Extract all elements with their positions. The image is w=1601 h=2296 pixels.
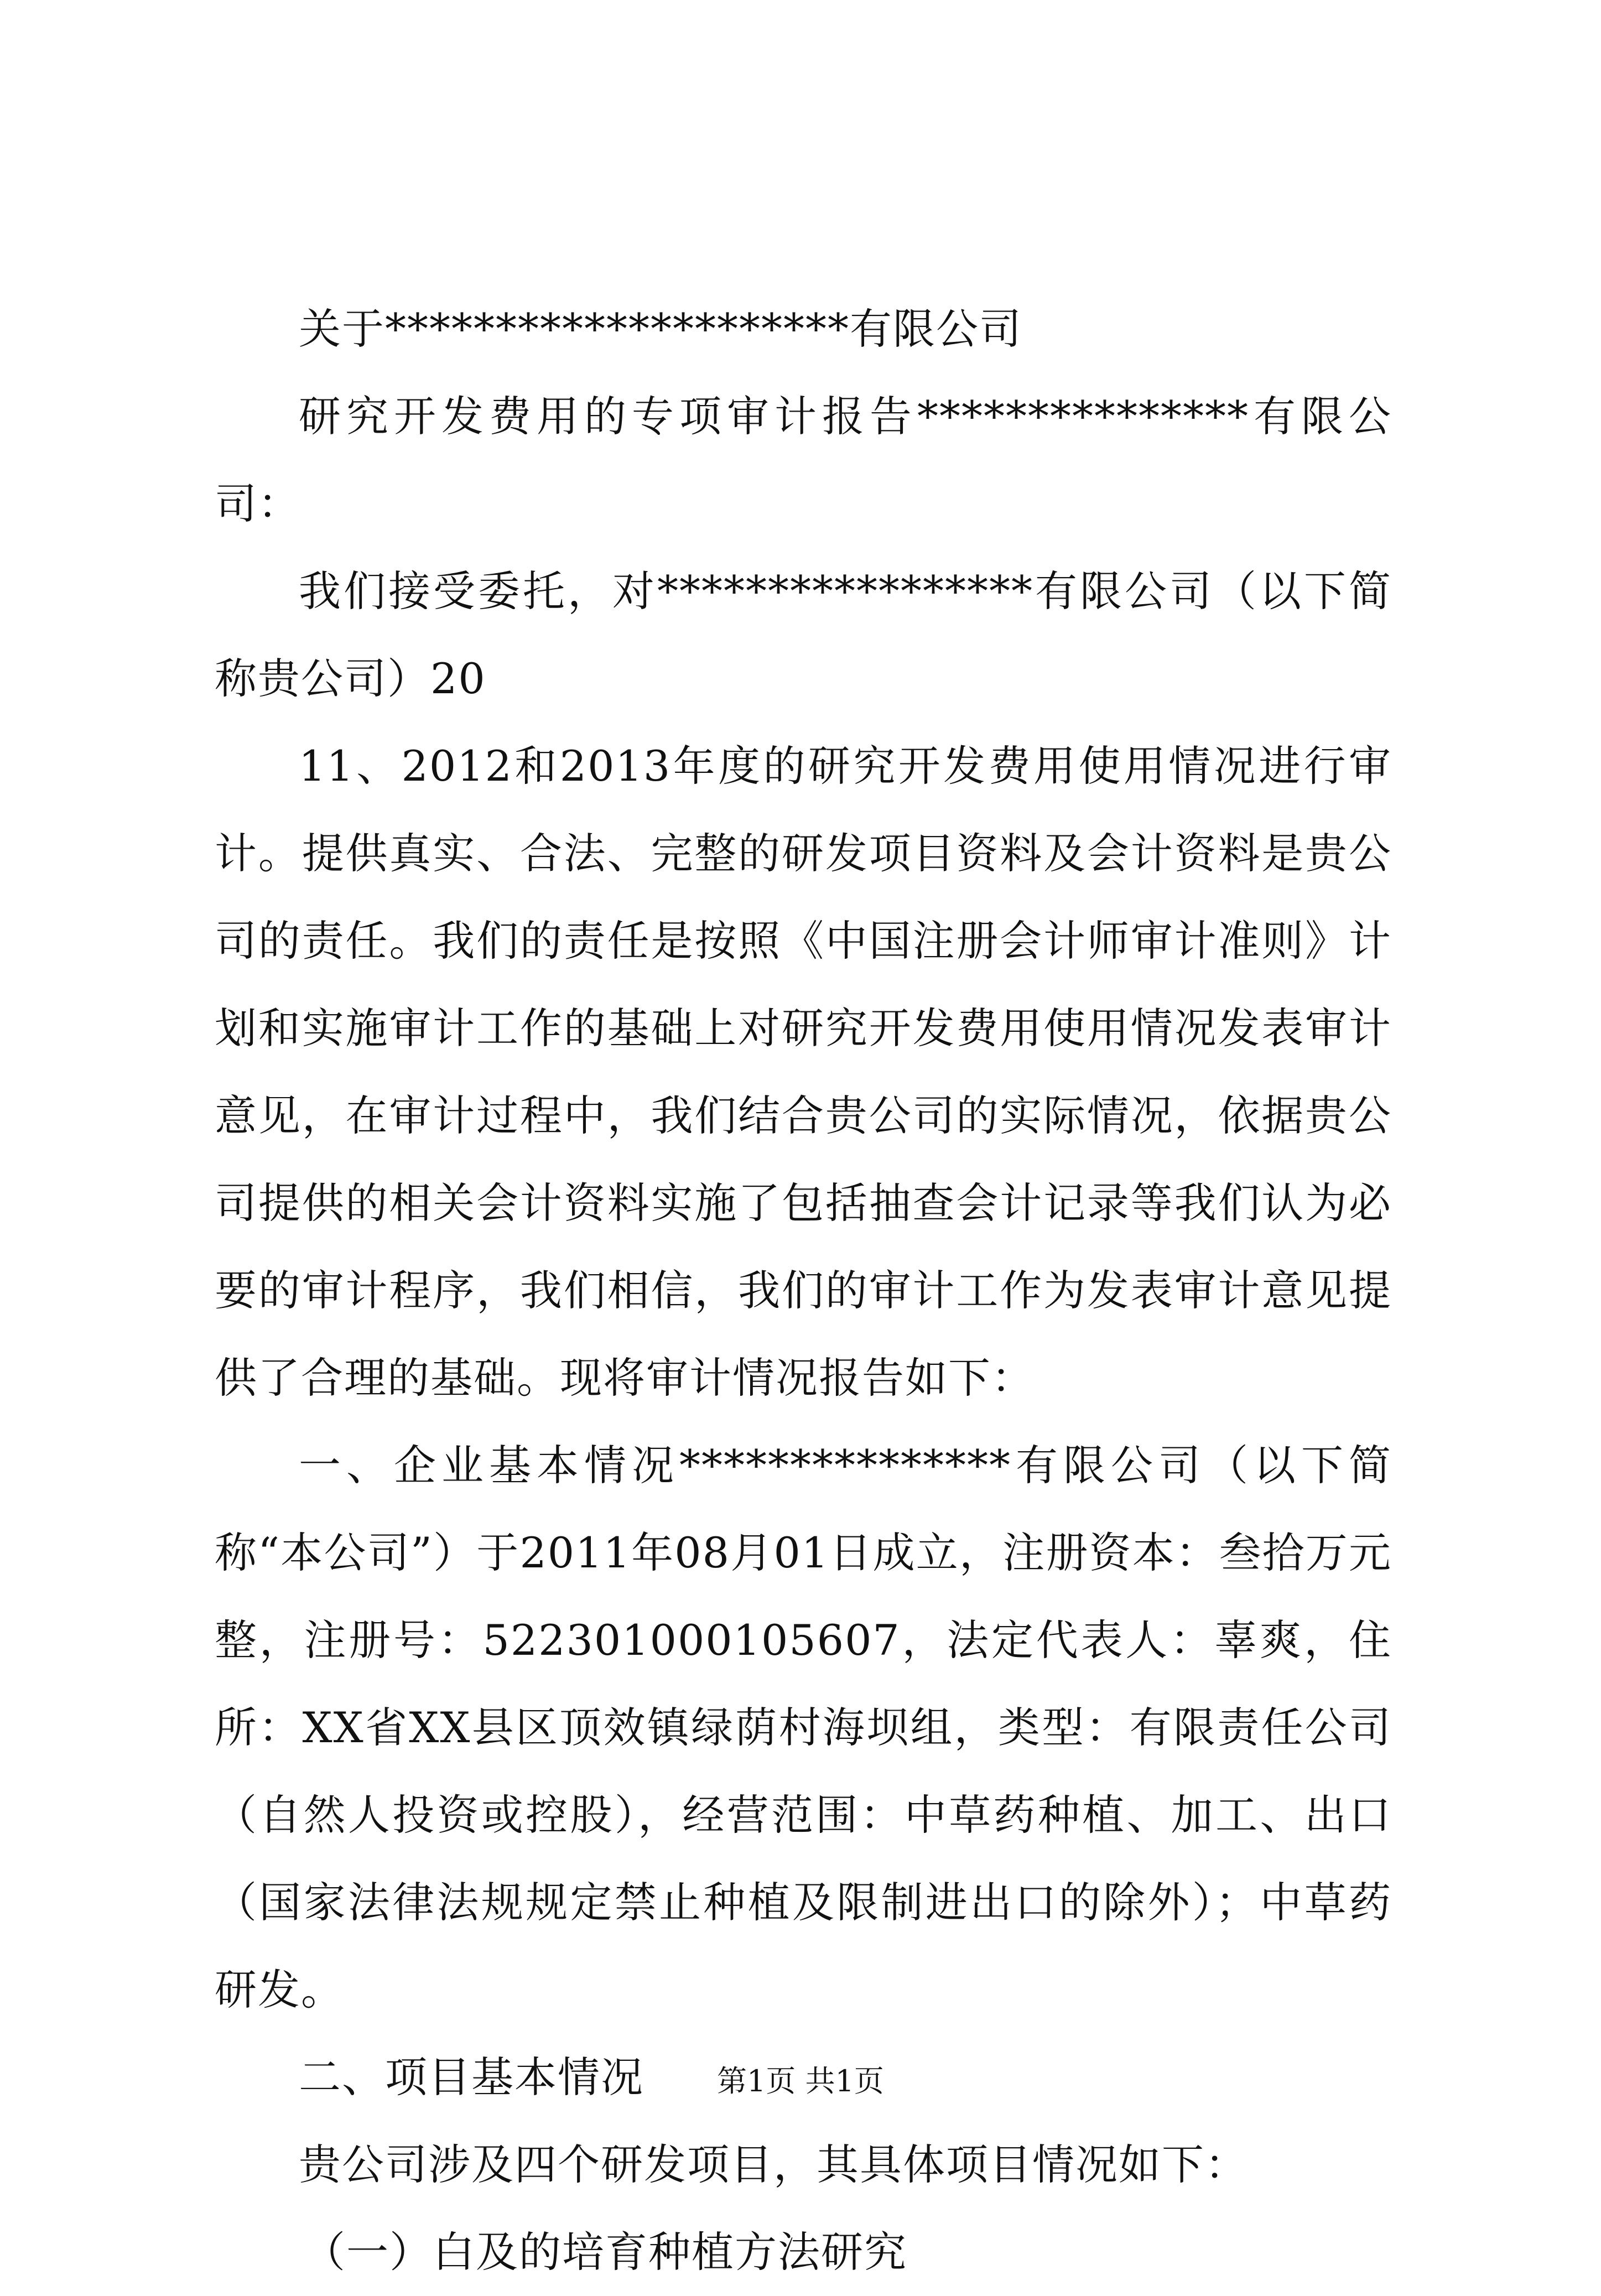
page-footer: 第1页 共1页	[717, 2064, 884, 2098]
paragraph-company-info: 一、企业基本情况***************有限公司（以下简称“本公司”）于2011年08月01日成立，注册资本：叁拾万元整，注册号：522301000105607，法定代表人：辜爽，住所：XX省XX县区顶效镇绿荫村海坝组，类型：有限责任公司（自然人投资或控股），经营范围：中草药种植、加工、出口（国家法律法规规定禁止种植及限制进出口的除外）；中草药研发。	[215, 1441, 1392, 2014]
subsection-heading-1: （一）白及的培育种植方法研究	[303, 2227, 907, 2277]
paragraph-commission: 我们接受委托，对*****************有限公司（以下简称贵公司）20	[215, 567, 1392, 703]
title-line-1: 关于*********************有限公司	[299, 304, 1022, 354]
paragraph-audit-scope: 11、2012和2013年度的研究开发费用使用情况进行审计。提供真实、合法、完整的研发项目资料及会计资料是贵公司的责任。我们的责任是按照《中国注册会计师审计准则》计划和实施审计工作的基础上对研究开发费用使用情况发表审计意见，在审计过程中，我们结合贵公司的实际情况，依据贵公司提供的相关会计资料实施了包括抽查会计记录等我们认为必要的审计程序，我们相信，我们的审计工作为发表审计意见提供了合理的基础。现将审计情况报告如下：	[215, 741, 1392, 1402]
document-body	[215, 285, 1392, 2296]
paragraph-projects-intro: 贵公司涉及四个研发项目，其具体项目情况如下：	[299, 2140, 1248, 2189]
title-line-2: 研究开发费用的专项审计报告***************有限公司：	[215, 392, 1392, 528]
section-heading-project: 二、项目基本情况	[299, 2053, 644, 2102]
